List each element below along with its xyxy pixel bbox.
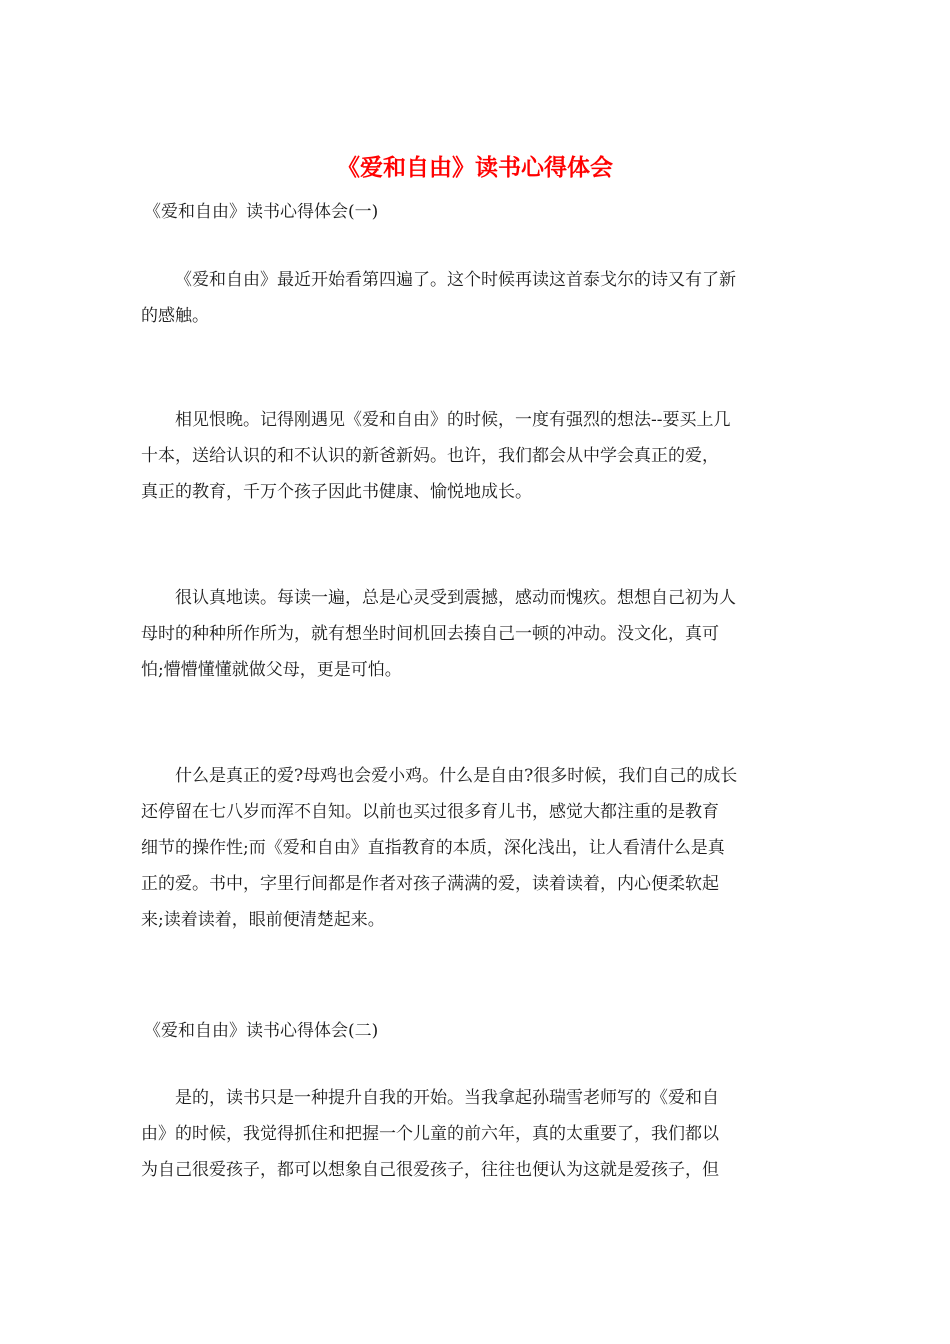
paragraph-line: 很认真地读。每读一遍，总是心灵受到震撼，感动而愧疚。想想自己初为人 <box>175 588 736 608</box>
paragraph-line: 为自己很爱孩子，都可以想象自己很爱孩子，往往也便认为这就是爱孩子，但 <box>141 1160 719 1180</box>
paragraph-line: 由》的时候，我觉得抓住和把握一个儿童的前六年，真的太重要了，我们都以 <box>141 1124 719 1144</box>
section-heading-1: 《爱和自由》读书心得体会(一) <box>144 202 379 222</box>
paragraph-line: 的感触。 <box>141 306 209 326</box>
paragraph-line: 来;读着读着，眼前便清楚起来。 <box>141 910 385 930</box>
paragraph-line: 正的爱。书中，字里行间都是作者对孩子满满的爱，读着读着，内心便柔软起 <box>141 874 719 894</box>
paragraph-line: 还停留在七八岁而浑不自知。以前也买过很多育儿书，感觉大都注重的是教育 <box>141 802 719 822</box>
document-title: 《爱和自由》读书心得体会 <box>337 154 613 181</box>
paragraph-line: 是的，读书只是一种提升自我的开始。当我拿起孙瑞雪老师写的《爱和自 <box>175 1088 719 1108</box>
paragraph-line: 相见恨晚。记得刚遇见《爱和自由》的时候，一度有强烈的想法--要买上几 <box>175 410 731 430</box>
paragraph-line: 十本，送给认识的和不认识的新爸新妈。也许，我们都会从中学会真正的爱， <box>141 446 719 466</box>
paragraph-5 <box>141 1080 811 1188</box>
paragraph-line: 真正的教育，千万个孩子因此书健康、愉悦地成长。 <box>141 482 532 502</box>
paragraph-1 <box>141 262 811 334</box>
paragraph-2 <box>141 402 811 510</box>
paragraph-4 <box>141 758 811 938</box>
paragraph-line: 母时的种种所作所为，就有想坐时间机回去揍自己一顿的冲动。没文化，真可 <box>141 624 719 644</box>
paragraph-line: 怕;懵懵懂懂就做父母，更是可怕。 <box>141 660 402 680</box>
paragraph-line: 细节的操作性;而《爱和自由》直指教育的本质，深化浅出，让人看清什么是真 <box>141 838 725 858</box>
section-heading-2: 《爱和自由》读书心得体会(二) <box>144 1021 379 1041</box>
paragraph-3 <box>141 580 811 688</box>
paragraph-line: 《爱和自由》最近开始看第四遍了。这个时候再读这首泰戈尔的诗又有了新 <box>175 270 736 290</box>
paragraph-line: 什么是真正的爱?母鸡也会爱小鸡。什么是自由?很多时候，我们自己的成长 <box>175 766 738 786</box>
